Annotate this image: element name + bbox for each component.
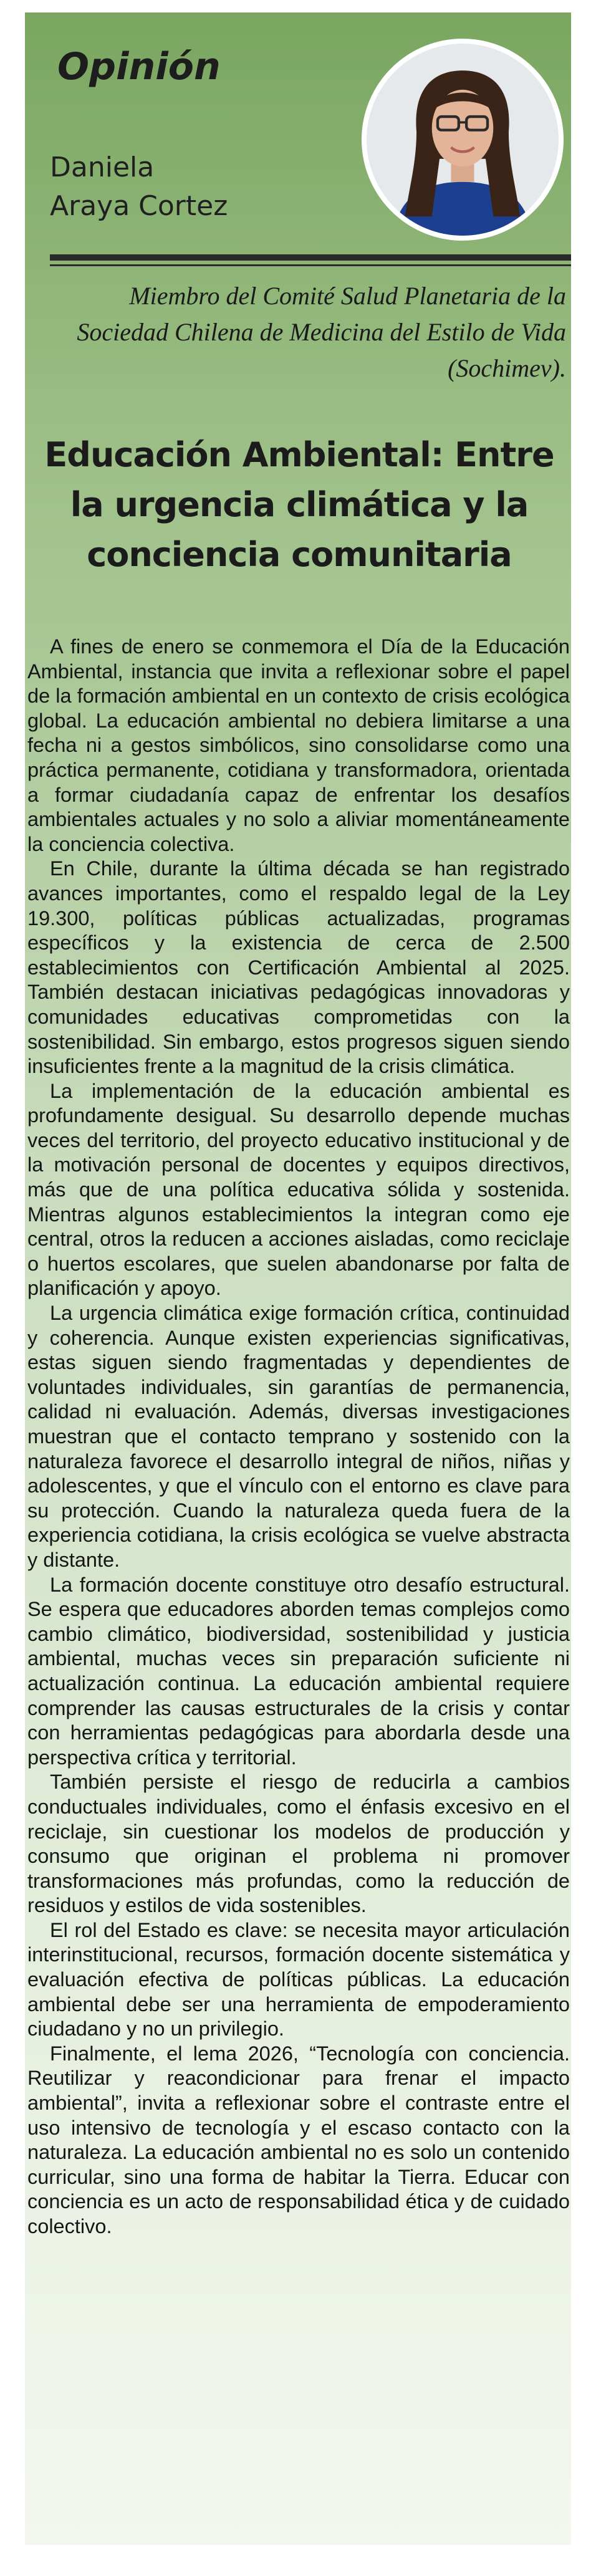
section-label: Opinión xyxy=(57,45,221,89)
author-portrait-illustration xyxy=(367,44,559,236)
article-paragraph: El rol del Estado es clave: se necesita mayor articulación interinstitucional, recursos, formación docente sistemática y evaluación efectiva de políticas públicas. La educación ambiental debe ser una herramienta de empoderamiento ciudadano y no un privilegio. xyxy=(27,1918,570,2040)
author-photo xyxy=(362,39,564,241)
author-name xyxy=(50,148,228,226)
article-paragraph: La urgencia climática exige formación crítica, continuidad y coherencia. Aunque existen experiencias significativas, estas siguen siendo fragmentadas y dependientes de voluntades individuales, sin garantías de permanencia, calidad ni evaluación. Además, diversas investigaciones muestran que el contacto temprano y sostenido con la naturaleza favorece el desarrollo integral de niños, niñas y adolescentes, y que el vínculo con el entorno es clave para su protección. Cuando la naturaleza queda fuera de la experiencia cotidiana, la crisis ecológica se vuelve abstracta y distante. xyxy=(27,1302,570,1571)
article-paragraph: En Chile, durante la última década se han registrado avances importantes, como el respaldo legal de la Ley 19.300, políticas públicas actualizadas, programas específicos y la existencia de cerca de 2.500 establecimientos con Certificación Ambiental al 2025. También destacan iniciativas pedagógicas innovadoras y comunidades educativas comprometidas con la sostenibilidad. Sin embargo, estos progresos siguen siendo insuficientes frente a la magnitud de la crisis climática. xyxy=(27,857,570,1078)
divider-thick xyxy=(50,254,571,261)
article-paragraph: Finalmente, el lema 2026, “Tecnología con conciencia. Reutilizar y reacondicionar para frenar el impacto ambiental”, invita a reflexionar sobre el contraste entre el uso intensivo de tecnología y el escaso contacto con la naturaleza. La educación ambiental no es solo un contenido curricular, sino una forma de habitar la Tierra. Educar con conciencia es un acto de responsabilidad ética y de cuidado colectivo. xyxy=(27,2042,570,2237)
article-body xyxy=(27,635,570,2239)
article-paragraph: La formación docente constituye otro desafío estructural. Se espera que educadores aborden temas complejos como cambio climático, biodiversidad, sostenibilidad y justicia ambiental, muchas veces sin preparación suficiente ni actualización continua. La educación ambiental requiere comprender las causas estructurales de la crisis y contar con herramientas pedagógicas para abordarla desde una perspectiva crítica y territorial. xyxy=(27,1573,570,1769)
author-affiliation: Miembro del Comité Salud Planetaria de la Sociedad Chilena de Medicina del Estilo de Vida (Sochimev). xyxy=(77,282,566,382)
article-paragraph: También persiste el riesgo de reducirla a cambios conductuales individuales, como el énfasis excesivo en el reciclaje, sin cuestionar los modelos de producción y consumo que originan el problema ni promover transformaciones más profundas, como la reducción de residuos y estilos de vida sostenibles. xyxy=(27,1771,570,1917)
author-first-name: Daniela xyxy=(50,151,155,183)
divider-thin xyxy=(50,264,571,266)
article-paragraph: A fines de enero se conmemora el Día de la Educación Ambiental, instancia que invita a reflexionar sobre el papel de la formación ambiental en un contexto de crisis ecológica global. La educación ambiental no debiera limitarse a una fecha ni a gestos simbólicos, sino consolidarse como una práctica permanente, cotidiana y transformadora, orientada a formar ciudadanía capaz de enfrentar los desafíos ambientales actuales y no solo a aliviar momentáneamente la conciencia colectiva. xyxy=(27,635,570,855)
article-headline: Educación Ambiental: Entre la urgencia climática y la conciencia comunitaria xyxy=(44,435,554,574)
article-paragraph: La implementación de la educación ambiental es profundamente desigual. Su desarrollo depende muchas veces del territorio, del proyecto educativo institucional y de la motivación personal de docentes y equipos directivos, más que de una política educativa sólida y sostenida. Mientras algunos establecimientos la integran como eje central, otros la reducen a acciones aisladas, como reciclaje o huertos escolares, que suelen abandonarse por falta de planificación y apoyo. xyxy=(27,1079,570,1300)
author-last-name: Araya Cortez xyxy=(50,190,228,222)
